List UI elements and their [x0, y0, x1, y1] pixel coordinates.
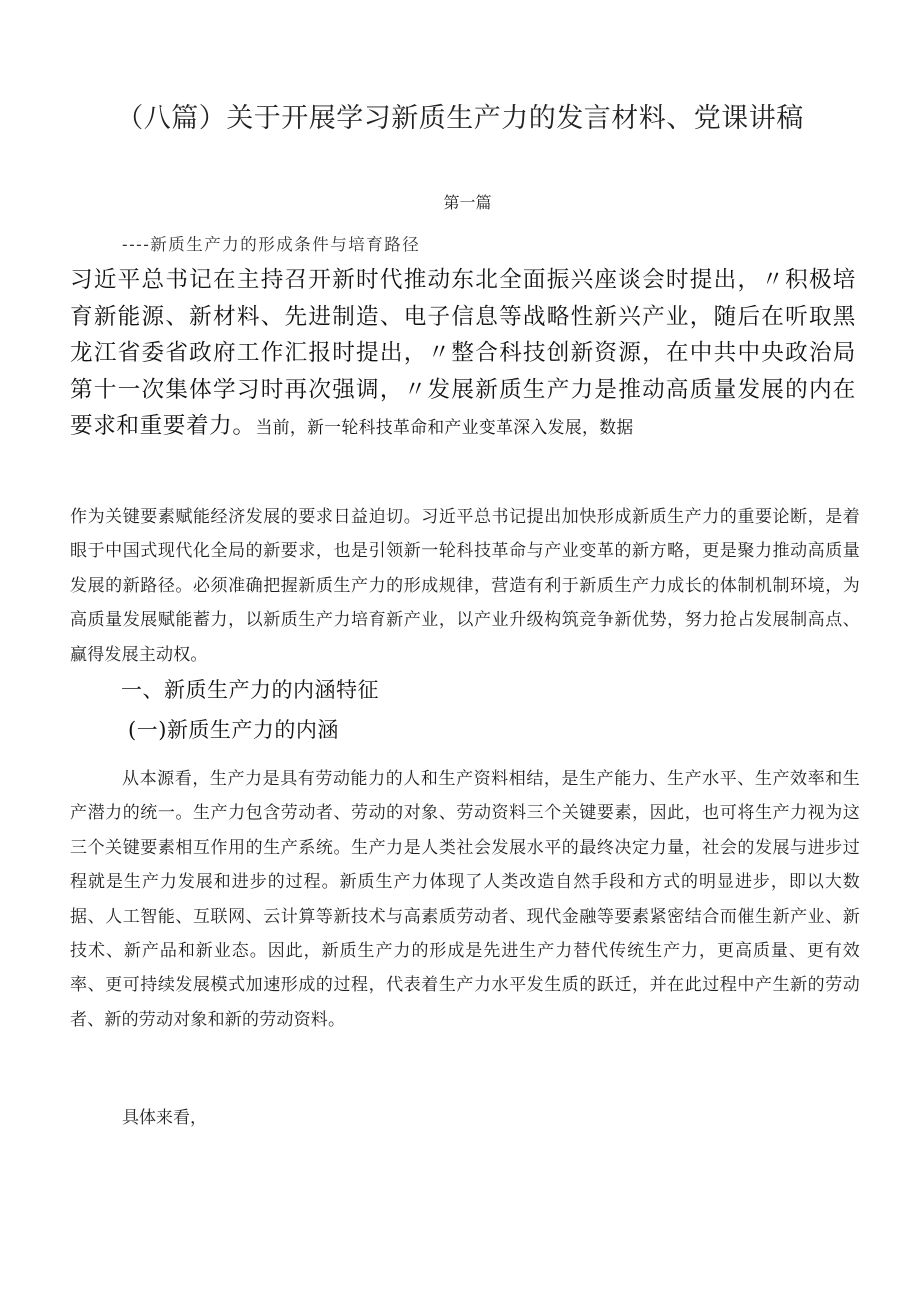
- lead-text-large: 习近平总书记在主持召开新时代推动东北全面振兴座谈会时提出，〃积极培育新能源、新材料、先进制造、电子信息等战略性新兴产业，随后在听取黑龙江省委省政府工作汇报时提出，〃整合科技创新资源，在中共中央政治局第十一次集体学习时再次强调，〃发展新质生产力是推动高质量发展的内在要求和重要着力。: [70, 267, 856, 439]
- heading-2: (一)新质生产力的内涵: [128, 718, 339, 742]
- subtitle: ----新质生产力的形成条件与培育路径: [122, 235, 421, 254]
- lead-paragraph: [70, 262, 856, 446]
- lead-text-small: 当前，新一轮科技革命和产业变革深入发展，数据: [255, 417, 634, 437]
- body-paragraph-3: 具体来看，: [122, 1108, 207, 1128]
- document-title: （八篇）关于开展学习新质生产力的发言材料、党课讲稿: [116, 103, 804, 134]
- body-paragraph-2: 从本源看，生产力是具有劳动能力的人和生产资料相结，是生产能力、生产水平、生产效率和生产潜力的统一。生产力包含劳动者、劳动的对象、劳动资料三个关键要素，因此，也可将生产力视为这三个关键要素相互作用的生产系统。生产力是人类社会发展水平的最终决定力量，社会的发展与进步过程就是生产力发展和进步的过程。新质生产力体现了人类改造自然手段和方式的明显进步，即以大数据、人工智能、互联网、云计算等新技术与高素质劳动者、现代金融等要素紧密结合而催生新产业、新技术、新产品和新业态。因此，新质生产力的形成是先进生产力替代传统生产力，更高质量、更有效率、更可持续发展模式加速形成的过程，代表着生产力水平发生质的跃迁，并在此过程中产生新的劳动者、新的劳动对象和新的劳动资料。: [70, 769, 860, 1030]
- body-paragraph-1: 作为关键要素赋能经济发展的要求日益迫切。习近平总书记提出加快形成新质生产力的重要论断，是着眼于中国式现代化全局的新要求，也是引领新一轮科技革命与产业变革的新方略，更是聚力推动高质量发展的新路径。必须准确把握新质生产力的形成规律，营造有利于新质生产力成长的体制机制环境，为高质量发展赋能蓄力，以新质生产力培育新产业，以产业升级构筑竞争新优势，努力抢占发展制高点、赢得发展主动权。: [70, 507, 860, 665]
- heading-1: 一、新质生产力的内涵特征: [121, 678, 379, 702]
- section-label: 第一篇: [443, 193, 492, 212]
